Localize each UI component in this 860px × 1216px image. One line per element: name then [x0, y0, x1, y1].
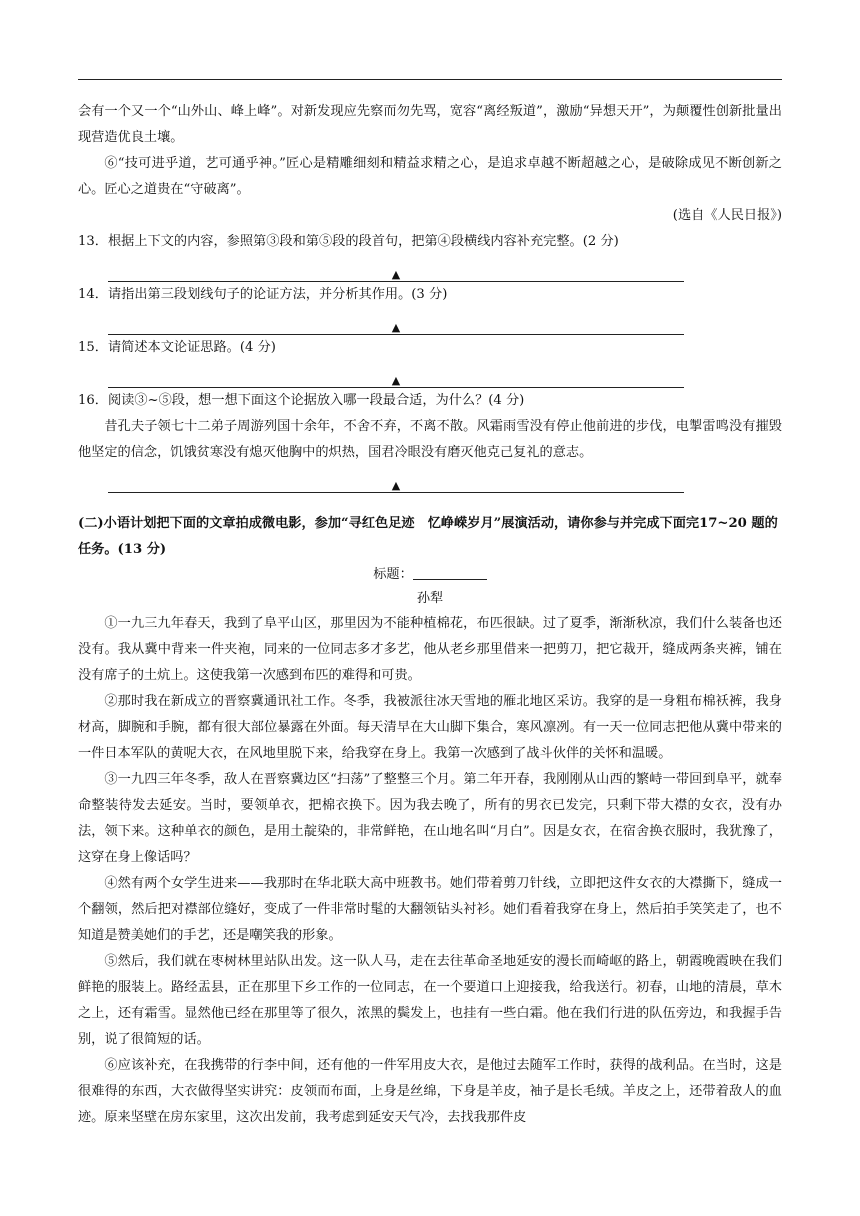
article-paragraph-6: ⑥应该补充，在我携带的行李中间，还有他的一件军用皮大衣，是他过去随军工作时，获得的战利品。在当时，这是很难得的东西，大衣做得坚实讲究：皮领而布面，上身是丝绵，下身是羊皮，袖子是长毛绒。羊皮之上，还带着敌人的血迹。原来坚壁在房东家里，这次出发前，我考虑到延安天气冷，去找我那件皮 [78, 1058, 782, 1125]
question-13: 13．根据上下文的内容，参照第③段和第⑤段的段首句，把第④段横线内容补充完整。(2 分) [78, 234, 619, 249]
title-label: 标题： [373, 567, 413, 582]
answer-line-13[interactable] [108, 255, 684, 282]
source-citation: (选自《人民日报》) [672, 208, 782, 223]
question-16-quote: 昔孔夫子领七十二弟子周游列国十余年，不舍不弃，不离不散。风霜雨雪没有停止他前进的步伐，电掣雷鸣没有摧毁他坚定的信念，饥饿贫寒没有熄灭他胸中的炽热，国君冷眼没有磨灭他克己复礼的意志。 [78, 419, 782, 460]
paragraph-6: ⑥“技可进乎道，艺可通乎神。”匠心是精雕细刻和精益求精之心，是追求卓越不断超越之心，是破除成见不断创新之心。匠心之道贵在“守破离”。 [78, 156, 782, 197]
article-paragraph-3: ③一九四三年冬季，敌人在晋察冀边区“扫荡”了整整三个月。第二年开春，我刚刚从山西的繁峙一带回到阜平，就奉命整装待发去延安。当时，要领单衣，把棉衣换下。因为我去晚了，所有的男衣已发完，只剩下带大襟的女衣，没有办法，领下来。这种单衣的颜色，是用土靛染的，非常鲜艳，在山地名叫“月白”。因是女衣，在宿舍换衣服时，我犹豫了，这穿在身上像话吗？ [78, 772, 782, 865]
answer-marker-icon: ▲ [391, 374, 401, 387]
title-blank-row [78, 563, 782, 587]
answer-marker-icon: ▲ [391, 321, 401, 334]
question-14: 14．请指出第三段划线句子的论证方法，并分析其作用。(3 分) [78, 287, 448, 302]
article-paragraph-1: ①一九三九年春天，我到了阜平山区，那里因为不能种植棉花，布匹很缺。过了夏季，渐渐秋凉，我们什么装备也还没有。我从冀中背来一件夹袍，同来的一位同志多才多艺，他从老乡那里借来一把剪刀，把它裁开，缝成两条夹裤，铺在没有席子的土炕上。这使我第一次感到布匹的难得和可贵。 [78, 616, 782, 683]
paragraph-continued: 会有一个又一个“山外山、峰上峰”。对新发现应先察而勿先骂，宽容“离经叛道”，激励“异想天开”，为颠覆性创新批量出现营造优良土壤。 [78, 104, 782, 145]
article-author: 孙犁 [416, 591, 444, 606]
answer-line-15[interactable] [108, 361, 684, 388]
article-paragraph-5: ⑤然后，我们就在枣树林里站队出发。这一队人马，走在去往革命圣地延安的漫长而崎岖的路上，朝霞晚霞映在我们鲜艳的服装上。路经盂县，正在那里下乡工作的一位同志，在一个要道口上迎接我，给我送行。初春，山地的清晨，草木之上，还有霜雪。显然他已经在那里等了很久，浓黑的鬓发上，也挂有一些白霜。他在我们行进的队伍旁边，和我握手告别，说了很简短的话。 [78, 954, 782, 1047]
answer-marker-icon: ▲ [391, 479, 401, 492]
article-paragraph-4: ④然有两个女学生进来——我那时在华北联大高中班教书。她们带着剪刀针线，立即把这件女衣的大襟撕下，缝成一个翻领，然后把对襟部位缝好，变成了一件非常时髦的大翻领钻头衬衫。她们看着我穿在身上，然后拍手笑笑走了，也不知道是赞美她们的手艺，还是嘲笑我的形象。 [78, 876, 782, 943]
answer-marker-icon: ▲ [391, 268, 401, 281]
document-page [78, 99, 782, 1131]
title-blank-field[interactable] [413, 565, 487, 580]
answer-line-16[interactable] [108, 466, 684, 493]
question-16: 16．阅读③~⑤段，想一想下面这个论据放入哪一段最合适，为什么？(4 分) [78, 393, 525, 408]
answer-line-14[interactable] [108, 308, 684, 335]
article-paragraph-2: ②那时我在新成立的晋察冀通讯社工作。冬季，我被派往冰天雪地的雁北地区采访。我穿的是一身粗布棉袄裤，我身材高，脚腕和手腕，都有很大部位暴露在外面。每天清早在大山脚下集合，寒风凛冽。有一天一位同志把他从冀中带来的一件日本军队的黄呢大衣，在风地里脱下来，给我穿在身上。我第一次感到了战斗伙伴的关怀和温暖。 [78, 694, 782, 761]
section-2-heading: (二)小语计划把下面的文章拍成微电影，参加“寻红色足迹 忆峥嵘岁月”展演活动，请你参与并完成下面完17~20 题的任务。(13 分) [78, 516, 778, 557]
question-15: 15．请简述本文论证思路。(4 分) [78, 340, 276, 355]
header-rule [78, 79, 782, 80]
